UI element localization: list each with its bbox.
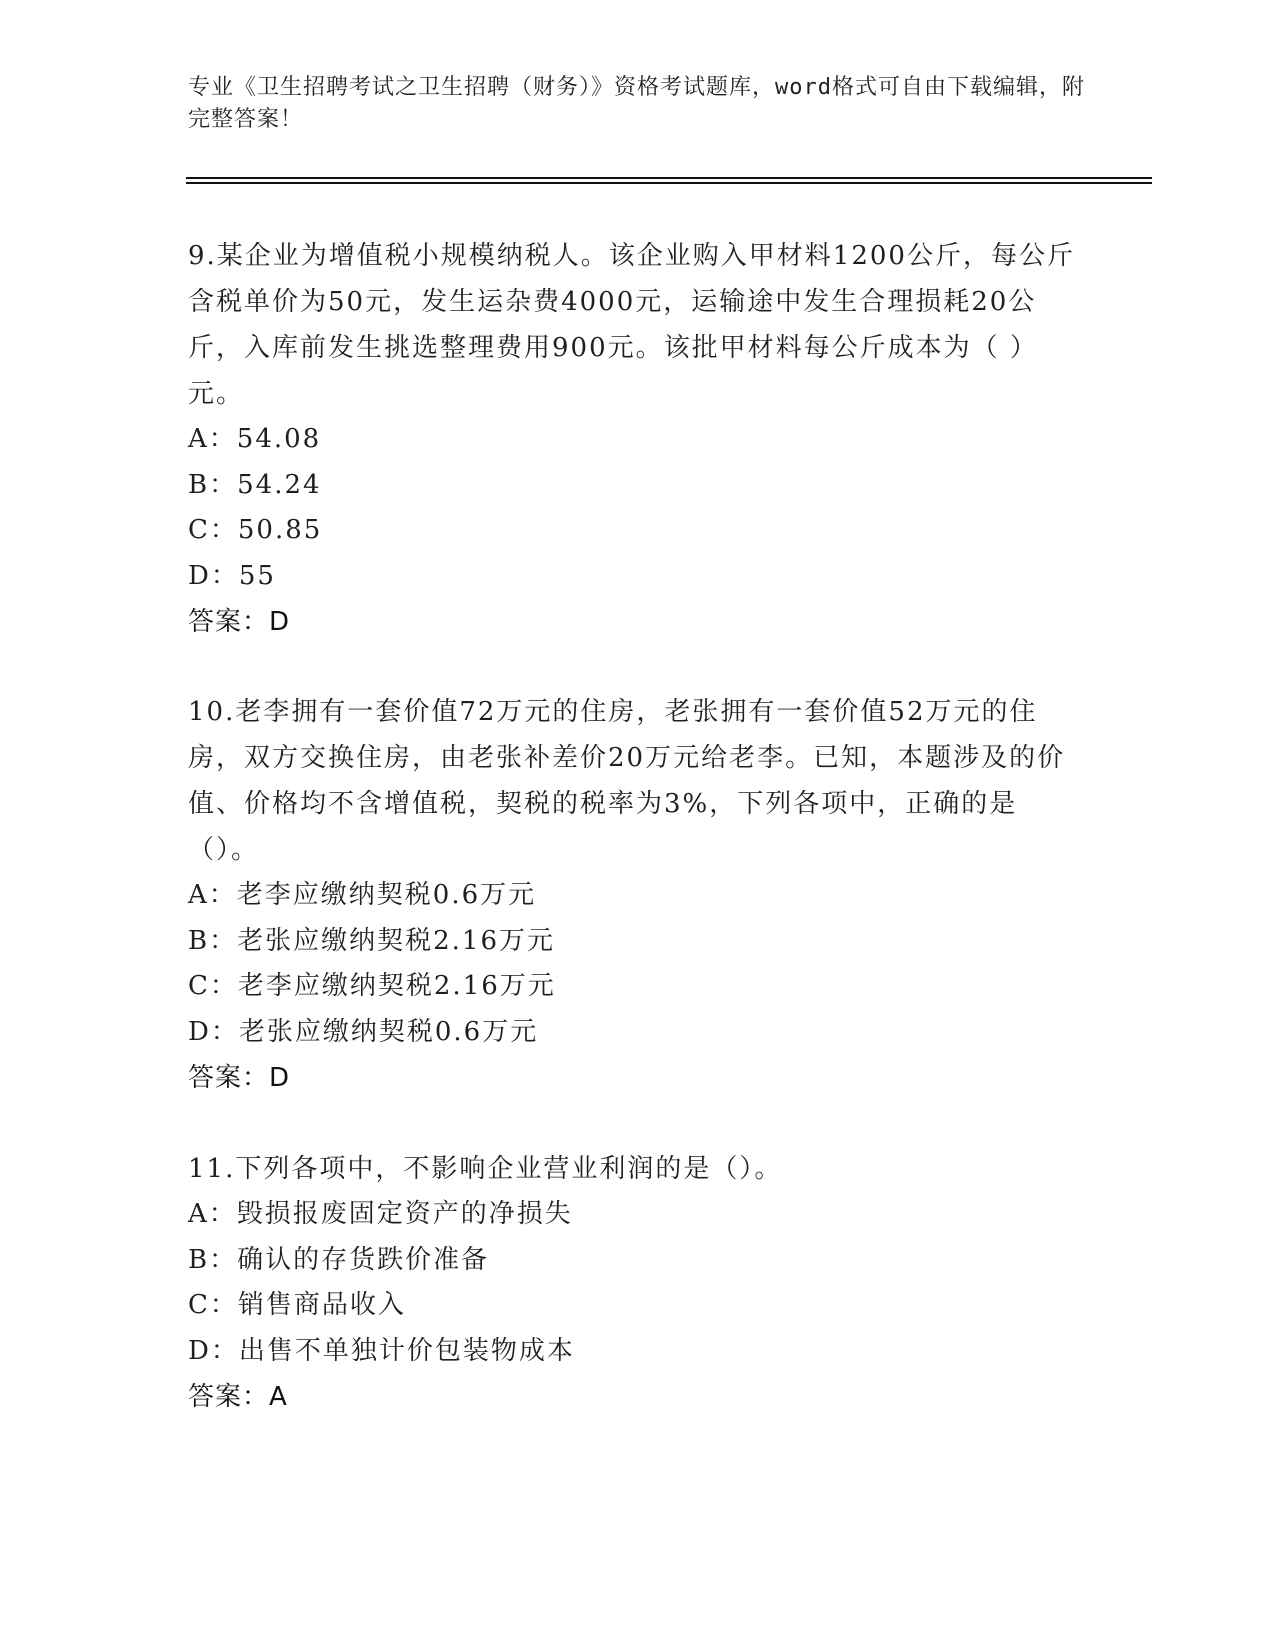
question-stem: 9.某企业为增值税小规模纳税人。该企业购入甲材料1200公斤，每公斤含税单价为50元，发生运杂费4000元，运输途中发生合理损耗20公斤，入库前发生挑选整理费用900元。该批甲材料每公斤成本为（ ）元。 — [188, 241, 1075, 409]
option-b: B：确认的存货跌价准备 — [188, 1244, 490, 1275]
option-a: A：54.08 — [188, 424, 322, 454]
option-d: D：出售不单独计价包装物成本 — [188, 1335, 575, 1366]
document-header: 专业《卫生招聘考试之卫生招聘（财务）》资格考试题库，word格式可自由下载编辑，附完整答案！ — [188, 75, 1085, 132]
option-d: D：55 — [188, 560, 276, 591]
option-c: C：老李应缴纳契税2.16万元 — [188, 971, 556, 1001]
header-divider-bottom — [186, 182, 1152, 184]
option-d: D：老张应缴纳契税0.6万元 — [188, 1016, 539, 1047]
question-11 — [188, 1146, 1078, 1420]
option-a: A：老李应缴纳契税0.6万元 — [188, 880, 537, 910]
option-c: C：销售商品收入 — [188, 1290, 406, 1320]
question-stem: 10.老李拥有一套价值72万元的住房，老张拥有一套价值52万元的住房，双方交换住房，由老张补差价20万元给老李。已知，本题涉及的价值、价格均不含增值税，契税的税率为3%，下列各项中，正确的是（）。 — [188, 697, 1066, 865]
option-a: A：毁损报废固定资产的净损失 — [188, 1199, 573, 1229]
option-c: C：50.85 — [188, 515, 323, 545]
option-b: B：老张应缴纳契税2.16万元 — [188, 925, 555, 956]
answer: 答案：D — [188, 607, 291, 637]
answer: 答案：A — [188, 1382, 288, 1412]
question-10 — [188, 689, 1078, 1101]
answer: 答案：D — [188, 1063, 291, 1093]
header-divider-top — [186, 177, 1152, 179]
option-b: B：54.24 — [188, 469, 322, 500]
question-stem: 11.下列各项中，不影响企业营业利润的是（）。 — [188, 1154, 783, 1184]
question-9 — [188, 233, 1078, 645]
